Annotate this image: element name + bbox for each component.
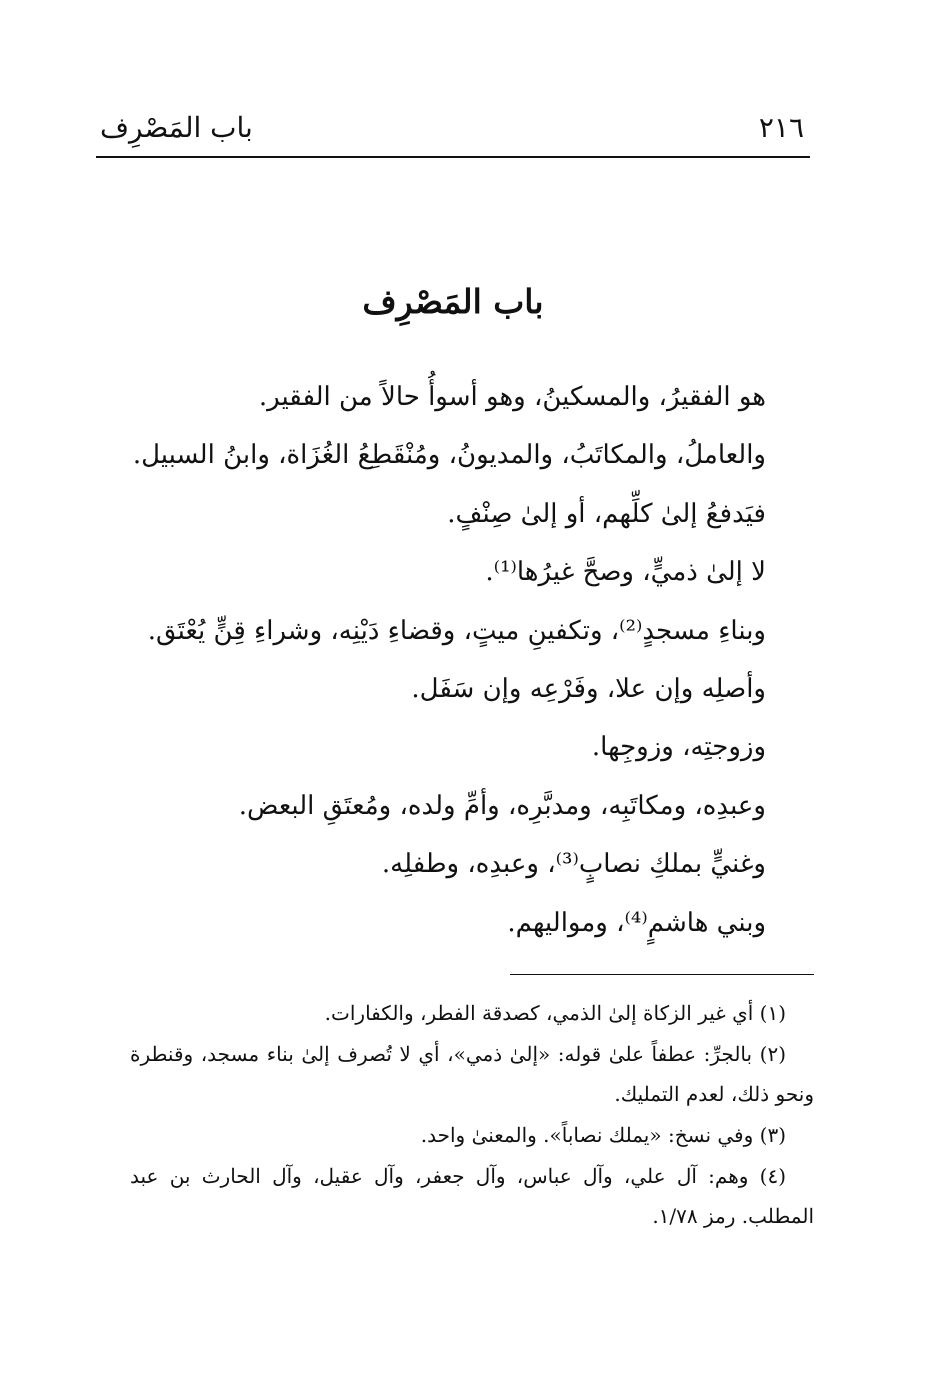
header-rule (96, 156, 810, 158)
running-title: باب المَصْرِف (100, 111, 253, 144)
footnote-1: (١) أي غير الزكاة إلىٰ الذمي، كصدقة الفطر، والكفارات. (324, 1001, 786, 1025)
body-line: وأصلِه وإن علا، وفَرْعِه وإن سَفَل. (411, 673, 766, 704)
body-line: وغنيٍّ بملكِ نصابٍ⁽³⁾، وعبدِه، وطفلِه. (381, 849, 766, 880)
footnote-2: (٢) بالجرِّ: عطفاً علىٰ قوله: «إلىٰ ذمي»، أي لا تُصرف إلىٰ بناء مسجد، وقنطرة ونحو ذلك، لعدم التمليك. (130, 1042, 814, 1106)
body-line: وعبدِه، ومكاتَبِه، ومدبَّرِه، وأمِّ ولده، ومُعتَقِ البعض. (238, 790, 766, 821)
footnote-3: (٣) وفي نسخ: «يملك نصاباً». والمعنىٰ واحد. (420, 1123, 786, 1147)
body-line: وزوجتِه، وزوجِها. (591, 732, 766, 763)
body-line: وبناءِ مسجدٍ⁽²⁾، وتكفينِ ميتٍ، وقضاءِ دَيْنِه، وشراءِ قِنٍّ يُعْتَق. (147, 615, 766, 646)
body-line: والعاملُ، والمكاتَبُ، والمديونُ، ومُنْقَطِعُ الغُزَاة، وابنُ السبيل. (132, 440, 766, 471)
footnote-4: (٤) وهم: آل علي، وآل عباس، وآل جعفر، وآل عقيل، وآل الحارث بن عبد المطلب. رمز ١/٧٨. (130, 1164, 814, 1228)
body-line: وبني هاشمٍ⁽⁴⁾، ومواليهم. (507, 907, 766, 938)
body-line: هو الفقيرُ، والمسكينُ، وهو أسوأُ حالاً من الفقير. (258, 382, 766, 412)
footnote-separator (510, 974, 814, 975)
page-number: ٢١٦ (758, 111, 804, 144)
body-line: فيَدفعُ إلىٰ كلِّهم، أو إلىٰ صِنْفٍ. (447, 498, 766, 529)
footnotes (130, 992, 814, 1236)
chapter-title: باب المَصْرِف (362, 282, 544, 321)
body-text (126, 368, 766, 952)
running-header (96, 108, 810, 152)
body-line: لا إلىٰ ذميٍّ، وصحَّ غيرُها⁽¹⁾. (485, 557, 766, 588)
